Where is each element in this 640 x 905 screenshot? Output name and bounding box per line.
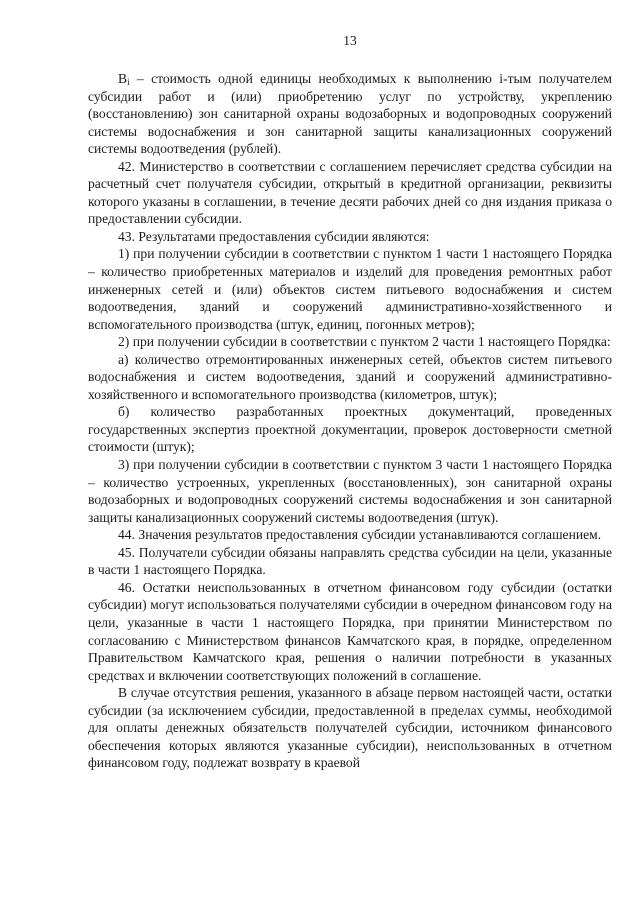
paragraph-43-item-2: 2) при получении субсидии в соответствии с пунктом 2 части 1 настоящего Порядка: — [118, 334, 611, 350]
paragraph-43-item-2a: а) количество отремонтированных инженерных сетей, объектов систем питьевого водоснабжения и систем водоотведения, зданий и сооружений административно-хозяйственного и вспомогательного производства (километров, штук); — [88, 351, 612, 402]
paragraph-44: 44. Значения результатов предоставления субсидии устанавливаются соглашением. — [118, 527, 602, 543]
variable-definition-paragraph — [88, 70, 612, 158]
paragraph-42: 42. Министерство в соответствии с соглашением перечисляет средства субсидии на расчетный счет получателя субсидии, открытый в кредитной организации, реквизиты которого указаны в соглашении, в течение десяти рабочих дней со дня издания приказа о предоставлении субсидии. — [88, 158, 612, 227]
paragraph-45: 45. Получатели субсидии обязаны направлять средства субсидии на цели, указанные в части 1 настоящего Порядка. — [88, 544, 612, 578]
paragraph-43-item-3: 3) при получении субсидии в соответствии с пунктом 3 части 1 настоящего Порядка – количество устроенных, укрепленных (восстановленных), зон санитарной охраны водозаборных и водопроводных сооружений системы водоснабжения и зон санитарной защиты канализационных сооружений системы водоотведения (штук). — [88, 457, 612, 525]
paragraph-43-heading: 43. Результатами предоставления субсидии являются: — [118, 228, 430, 244]
variable-symbol: B — [118, 71, 128, 86]
paragraph-43-item-1: 1) при получении субсидии в соответствии с пунктом 1 части 1 настоящего Порядка – количество приобретенных материалов и изделий для проведения ремонтных работ инженерных сетей и (или) объектов систем питьевого водоснабжения и систем водоотведения, зданий и сооружений административно-хозяйственного и вспомогательного производства (штук, единиц, погонных метров); — [88, 246, 612, 332]
variable-definition-text: – стоимость одной единицы необходимых к выполнению i-тым получателем субсидии работ и (или) приобретению услуг по устройству, укреплению (восстановлению) зон санитарной охраны водозаборных и водопроводных сооружений системы водоснабжения и зон санитарной защиты канализационных сооружений системы водоотведения (рублей). — [88, 71, 612, 157]
paragraph-43-item-2b: б) количество разработанных проектных документаций, проведенных государственных экспертиз проектной документации, проверок достоверности сметной стоимости (штук); — [88, 404, 612, 455]
document-body — [88, 70, 612, 772]
paragraph-46: 46. Остатки неиспользованных в отчетном финансовом году субсидии (остатки субсидии) могут использоваться получателями субсидии в очередном финансовом году на цели, указанные в части 1 настоящего Порядка, при принятии Министерством по согласованию с Министерством финансов Камчатского края, в порядке, определенном Правительством Камчатского края, решения о наличии потребности в указанных средствах и включении соответствующих положений в соглашение. — [88, 579, 612, 683]
page-number: 13 — [343, 33, 357, 48]
variable-subscript: i — [127, 77, 130, 87]
paragraph-46-continuation: В случае отсутствия решения, указанного в абзаце первом настоящей части, остатки субсидии (за исключением субсидии, предоставленной в пределах суммы, необходимой для оплаты денежных обязательств получателей субсидии, источником финансового обеспечения которых являются указанные субсидии), неиспользованных в отчетном финансовом году, подлежат возврату в краевой — [88, 685, 612, 771]
